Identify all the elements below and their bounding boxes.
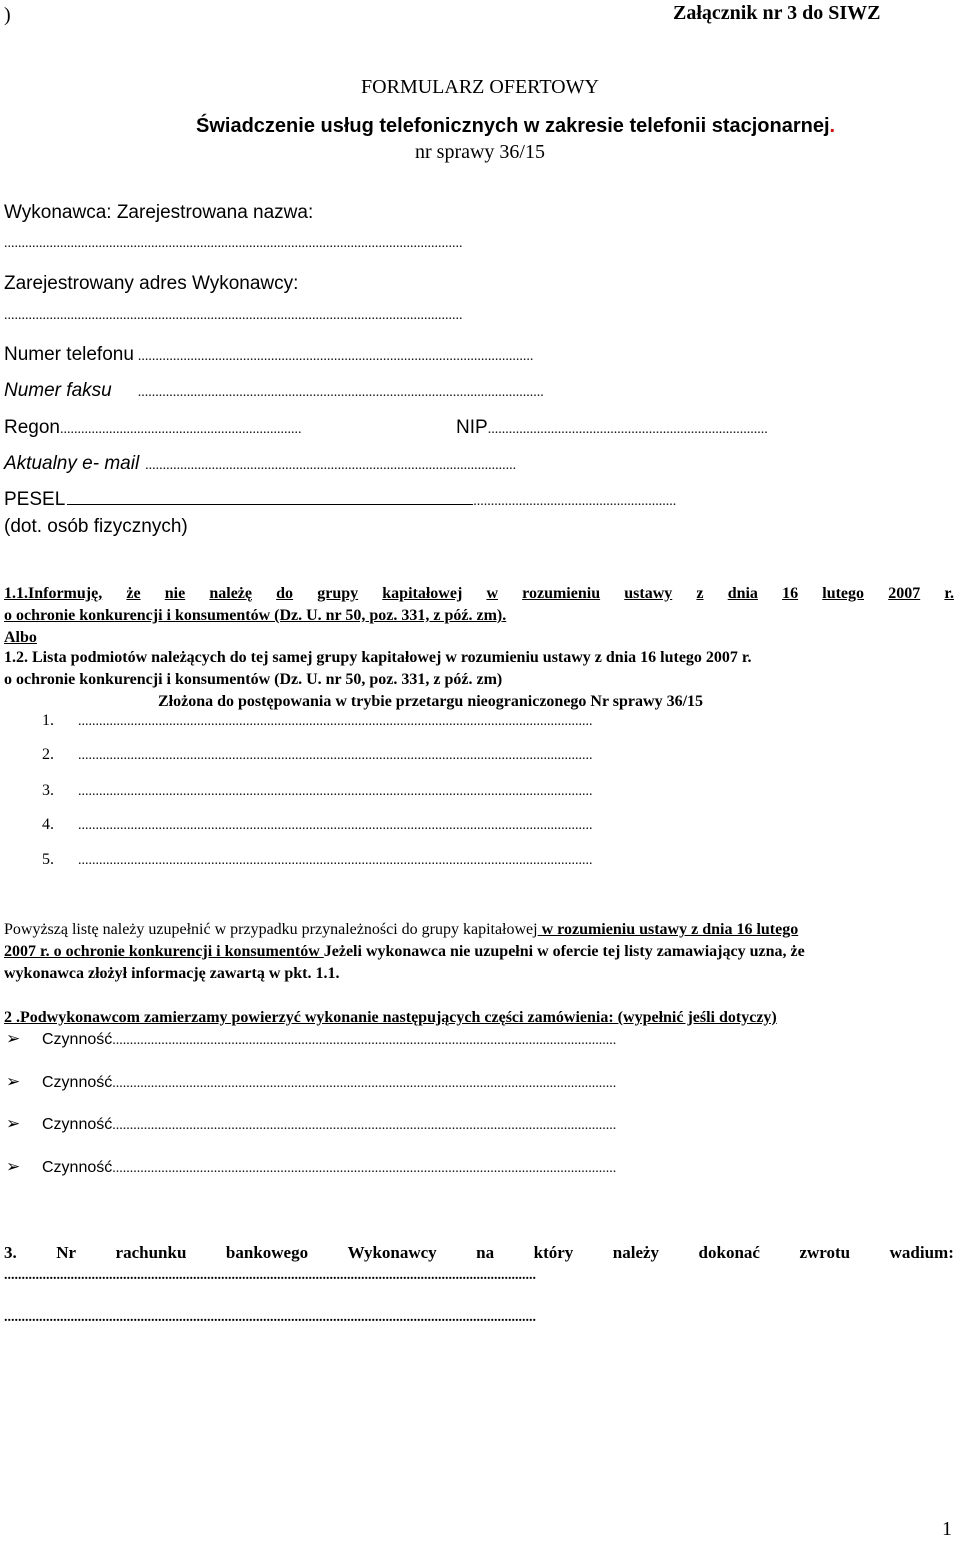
subcontract-label: Czynność bbox=[42, 1031, 113, 1048]
section-1-2-line1: 1.2. Lista podmiotów należących do tej samej grupy kapitałowej w rozumieniu ustawy z dnia 16 lutego 2007 r. bbox=[4, 649, 752, 666]
section-1-1-word: 16 bbox=[782, 585, 799, 602]
service-title: Świadczenie usług telefonicznych w zakresie telefonii stacjonarnej. bbox=[196, 115, 836, 137]
subcontract-field[interactable]: ................................................................................................................................................ bbox=[112, 1076, 617, 1091]
arrow-bullet-icon: ➢ bbox=[6, 1029, 21, 1049]
subcontract-item bbox=[6, 1029, 940, 1049]
contractor-name-field[interactable]: ................................................................................................................................... bbox=[4, 236, 463, 251]
section-3-word: rachunku bbox=[115, 1243, 187, 1262]
regon-field[interactable]: ..................................................................... bbox=[60, 422, 302, 437]
section-3-word: na bbox=[476, 1243, 495, 1262]
section-1-1-word: należę bbox=[209, 585, 252, 602]
fax-label: Numer faksu bbox=[4, 380, 112, 401]
subcontract-item bbox=[6, 1072, 940, 1092]
subcontract-label: Czynność bbox=[42, 1159, 113, 1176]
section-1-1-word: lutego bbox=[822, 585, 865, 602]
phone-label: Numer telefonu bbox=[4, 344, 134, 365]
bank-account-field-1[interactable]: ........................................................................................................................................................ bbox=[4, 1268, 536, 1283]
section-1-1-word: rozumieniu bbox=[522, 585, 601, 602]
section-3-word: należy bbox=[612, 1243, 660, 1262]
section-1-1-word: że bbox=[126, 585, 141, 602]
group-list-item bbox=[42, 816, 946, 834]
group-list-item bbox=[42, 746, 946, 764]
section-1-1-line2: o ochronie konkurencji i konsumentów (Dz. U. nr 50, poz. 331, z póź. zm). bbox=[4, 607, 507, 624]
section-1-1-word: w bbox=[486, 585, 498, 602]
note-line3: wykonawca złożył informację zawartą w pkt. 1.1. bbox=[4, 965, 340, 982]
section-3-heading bbox=[4, 1243, 954, 1263]
nip-label: NIP bbox=[456, 417, 488, 438]
pesel-label: PESEL bbox=[4, 489, 66, 510]
phone-row bbox=[4, 344, 928, 366]
section-1-1-word: nie bbox=[164, 585, 186, 602]
section-1-1-word: dnia bbox=[727, 585, 758, 602]
regon-label: Regon bbox=[4, 417, 60, 438]
note-line2: 2007 r. o ochronie konkurencji i konsumentów Jeżeli wykonawca nie uzupełni w ofercie tej listy zamawiający uzna, że bbox=[4, 943, 805, 960]
section-1-2-line3: Złożona do postępowania w trybie przetargu nieograniczonego Nr sprawy 36/15 bbox=[158, 693, 704, 710]
section-1-1-word: z bbox=[696, 585, 704, 602]
arrow-bullet-icon: ➢ bbox=[6, 1157, 21, 1177]
note-line1: Powyższą listę należy uzupełnić w przypadku przynależności do grupy kapitałowej w rozumieniu ustawy z dnia 16 lutego bbox=[4, 921, 799, 938]
section-1-1-word: 1.1.Informuję, bbox=[4, 585, 103, 602]
group-list-field[interactable]: ................................................................................................................................................... bbox=[78, 853, 593, 868]
fax-row bbox=[4, 380, 928, 402]
subcontract-label: Czynność bbox=[42, 1116, 113, 1133]
phone-field[interactable]: ................................................................................................................. bbox=[137, 349, 534, 364]
pesel-note: (dot. osób fizycznych) bbox=[4, 516, 188, 537]
section-1-1-word: 2007 bbox=[888, 585, 921, 602]
group-list-number: 3. bbox=[42, 782, 54, 799]
group-list-field[interactable]: ................................................................................................................................................... bbox=[78, 784, 593, 799]
section-1-1-word: r. bbox=[944, 585, 954, 602]
group-list-item bbox=[42, 851, 946, 869]
subcontract-label: Czynność bbox=[42, 1074, 113, 1091]
group-list-item bbox=[42, 712, 946, 730]
section-3-word: Wykonawcy bbox=[347, 1243, 437, 1262]
case-number: nr sprawy 36/15 bbox=[415, 141, 545, 163]
attachment-label: Załącznik nr 3 do SIWZ bbox=[673, 2, 881, 24]
header-paren: ) bbox=[4, 4, 11, 26]
section-3-word: dokonać bbox=[698, 1243, 760, 1262]
section-3-word: który bbox=[533, 1243, 574, 1262]
bank-account-field-2[interactable]: ........................................................................................................................................................ bbox=[4, 1310, 536, 1325]
subcontract-field[interactable]: ................................................................................................................................................ bbox=[112, 1033, 617, 1048]
group-list-number: 2. bbox=[42, 746, 54, 763]
email-field[interactable]: .......................................................................................................... bbox=[145, 458, 517, 473]
albo-label: Albo bbox=[4, 629, 37, 646]
pesel-row bbox=[4, 489, 928, 511]
group-list-number: 1. bbox=[42, 712, 54, 729]
subcontract-item bbox=[6, 1157, 940, 1177]
form-title: FORMULARZ OFERTOWY bbox=[361, 76, 599, 98]
pesel-field[interactable]: .......................................................... bbox=[473, 494, 677, 509]
section-1-1-word: ustawy bbox=[624, 585, 673, 602]
section-1-1-word: kapitałowej bbox=[382, 585, 463, 602]
section-3-word: zwrotu bbox=[799, 1243, 851, 1262]
subcontract-field[interactable]: ................................................................................................................................................ bbox=[112, 1161, 617, 1176]
section-2-heading: 2 .Podwykonawcom zamierzamy powierzyć wykonanie następujących części zamówienia: (wypełnić jeśli dotyczy) bbox=[4, 1009, 777, 1026]
group-list-number: 5. bbox=[42, 851, 54, 868]
group-list-item bbox=[42, 782, 946, 800]
group-list-field[interactable]: ................................................................................................................................................... bbox=[78, 714, 593, 729]
group-list-field[interactable]: ................................................................................................................................................... bbox=[78, 748, 593, 763]
contractor-address-field[interactable]: ................................................................................................................................... bbox=[4, 308, 463, 323]
pesel-underline bbox=[67, 490, 473, 505]
section-3-word: Nr bbox=[56, 1243, 77, 1262]
nip-field[interactable]: ................................................................................ bbox=[487, 422, 768, 437]
fax-field[interactable]: .................................................................................................................... bbox=[137, 385, 544, 400]
page-number: 1 bbox=[942, 1518, 952, 1540]
section-3-word: 3. bbox=[4, 1243, 17, 1262]
section-1-1-word: grupy bbox=[317, 585, 359, 602]
section-3-word: wadium: bbox=[889, 1243, 954, 1262]
email-row bbox=[4, 453, 928, 475]
arrow-bullet-icon: ➢ bbox=[6, 1114, 21, 1134]
email-label: Aktualny e- mail bbox=[4, 453, 140, 474]
regon-nip-row bbox=[4, 417, 928, 439]
arrow-bullet-icon: ➢ bbox=[6, 1072, 21, 1092]
group-list-field[interactable]: ................................................................................................................................................... bbox=[78, 818, 593, 833]
contractor-address-label: Zarejestrowany adres Wykonawcy: bbox=[4, 273, 299, 294]
section-1-2-line2: o ochronie konkurencji i konsumentów (Dz. U. nr 50, poz. 331, z póź. zm) bbox=[4, 671, 503, 688]
contractor-name-label: Wykonawca: Zarejestrowana nazwa: bbox=[4, 202, 314, 223]
group-list-number: 4. bbox=[42, 816, 54, 833]
section-1-1-word: do bbox=[276, 585, 294, 602]
section-3-word: bankowego bbox=[225, 1243, 309, 1262]
subcontract-field[interactable]: ................................................................................................................................................ bbox=[112, 1118, 617, 1133]
section-1-1-line1 bbox=[4, 585, 954, 603]
subcontract-item bbox=[6, 1114, 940, 1134]
